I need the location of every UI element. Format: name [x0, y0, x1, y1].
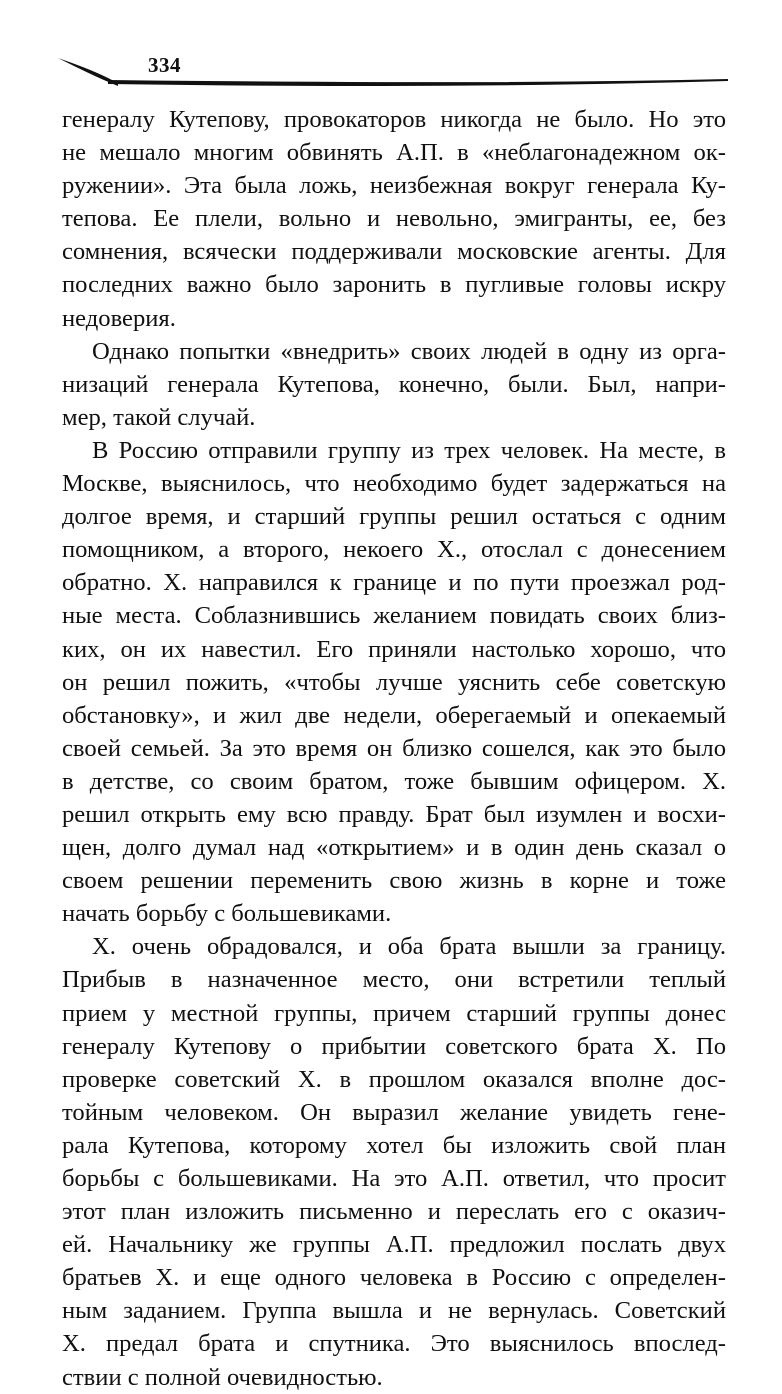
text-line: мер, такой случай. [62, 403, 256, 431]
text-line: долгое время, и старший группы решил остаться с одним [62, 503, 726, 531]
text-line: ких, он их навестил. Его приняли настолько хорошо, что [62, 635, 726, 663]
text-line: ружении». Эта была ложь, неизбежная вокруг генерала Ку- [62, 172, 726, 200]
text-line: Однако попытки «внедрить» своих людей в одну из орга- [92, 337, 726, 365]
text-line: прием у местной группы, причем старший группы донес [62, 999, 726, 1027]
paragraph [62, 335, 726, 434]
text-line: этот план изложить письменно и переслать его с оказич- [62, 1198, 726, 1226]
text-line: ей. Начальнику же группы А.П. предложил послать двух [62, 1231, 726, 1259]
paragraph [62, 103, 726, 335]
text-line: низаций генерала Кутепова, конечно, были. Был, напри- [62, 370, 726, 398]
text-line: последних важно было заронить в пугливые головы искру [62, 271, 726, 299]
text-line: своей семьей. За это время он близко сошелся, как это было [62, 734, 726, 762]
text-line: решил открыть ему всю правду. Брат был изумлен и восхи- [62, 800, 726, 828]
text-line: генералу Кутепову, провокаторов никогда не было. Но это [62, 106, 726, 133]
text-line: недоверия. [62, 304, 176, 332]
text-line: тепова. Ее плели, вольно и невольно, эмигранты, ее, без [62, 205, 726, 233]
text-line: ным заданием. Группа вышла и не вернулась. Советский [62, 1297, 726, 1325]
text-line: рала Кутепова, которому хотел бы изложить свой план [62, 1131, 726, 1159]
text-line: щен, долго думал над «открытием» и в один день сказал о [62, 834, 726, 862]
page-number: 334 [148, 53, 181, 77]
text-line: Х. очень обрадовался, и оба брата вышли за границу. [92, 933, 726, 961]
text-line: генералу Кутепову о прибытии советского брата Х. По [62, 1032, 726, 1060]
running-header [0, 0, 782, 100]
text-line: Х. предал брата и спутника. Это выяснилось впослед- [62, 1330, 726, 1358]
text-line: своем решении переменить свою жизнь в корне и тоже [62, 867, 726, 895]
text-line: обстановку», и жил две недели, оберегаемый и опекаемый [62, 701, 726, 729]
text-line: он решил пожить, «чтобы лучше уяснить себе советскую [62, 668, 726, 696]
paragraph [62, 930, 726, 1393]
header-rule [0, 0, 782, 100]
text-line: начать борьбу с большевиками. [62, 900, 392, 928]
text-line: сомнения, всячески поддерживали московские агенты. Для [62, 238, 726, 266]
text-line: помощником, а второго, некоего Х., отослал с донесением [62, 536, 726, 564]
text-line: ствии с полной очевидностью. [62, 1363, 383, 1391]
text-line: обратно. Х. направился к границе и по пути проезжал род- [62, 569, 726, 597]
text-line: тойным человеком. Он выразил желание увидеть гене- [62, 1098, 726, 1126]
text-line: Прибыв в назначенное место, они встретили теплый [62, 966, 726, 994]
text-line: проверке советский Х. в прошлом оказался вполне дос- [62, 1065, 726, 1093]
text-line: В Россию отправили группу из трех человек. На месте, в [92, 436, 726, 464]
paragraph [62, 434, 726, 930]
text-line: в детстве, со своим братом, тоже бывшим офицером. Х. [62, 767, 726, 795]
text-line: борьбы с большевиками. На это А.П. ответил, что просит [62, 1165, 726, 1192]
body-text [62, 103, 726, 1394]
text-line: братьев Х. и еще одного человека в Россию с определен- [62, 1264, 726, 1292]
text-line: Москве, выяснилось, что необходимо будет задержаться на [62, 470, 726, 498]
text-line: ные места. Соблазнившись желанием повидать своих близ- [62, 602, 726, 630]
text-line: не мешало многим обвинять А.П. в «неблагонадежном ок- [62, 139, 726, 167]
header-line [108, 79, 728, 86]
